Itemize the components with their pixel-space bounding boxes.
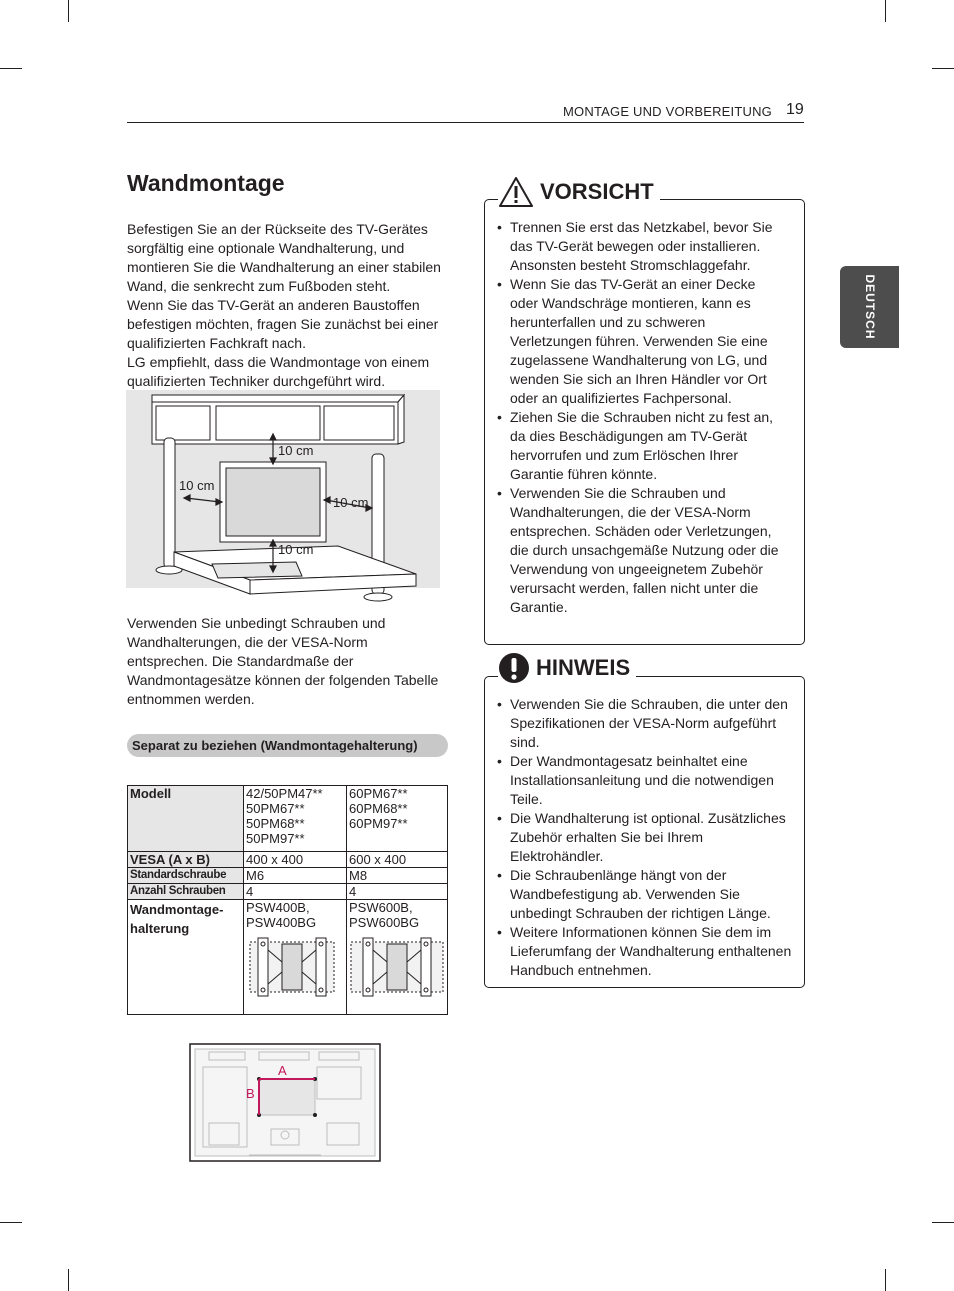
table-row bbox=[128, 852, 448, 868]
intro-paragraph-2: Wenn Sie das TV-Gerät an anderen Baustoffen befestigen möchten, fragen Sie zunächst bei einer qualifizierten Fachkraft nach. bbox=[127, 297, 439, 351]
clearance-bottom-label: 10 cm bbox=[278, 542, 314, 557]
row-label-screw: Standardschraube bbox=[128, 868, 244, 884]
table-row bbox=[128, 900, 448, 1015]
dimension-b-label: B bbox=[246, 1086, 255, 1101]
page-number: 19 bbox=[786, 101, 804, 118]
cell-screw-400: M6 bbox=[244, 868, 347, 884]
list-item: • Der Wandmontagesatz beinhaltet eine Installationsanleitung und die notwendigen Teile. bbox=[484, 752, 796, 809]
vesa-note: Verwenden Sie unbedingt Schrauben und Wandhalterungen, die der VESA-Norm entsprechen. Die Standardmaße der Wandmontagesätze können der folgenden Tabelle entnommen werden. bbox=[127, 615, 439, 707]
list-item: • Ziehen Sie die Schrauben nicht zu fest an, da dies Beschädigungen am TV-Gerät hervorrufen und zum Erlöschen Ihrer Garantie führen könnte. bbox=[484, 408, 784, 484]
page-title: Wandmontage bbox=[127, 170, 285, 196]
intro-paragraph-1: Befestigen Sie an der Rückseite des TV-Gerätes sorgfältig eine optionale Wandhalterung, und montieren Sie die Wandhalterung an einer stabilen Wand, die senkrecht zum Fußboden steht. bbox=[127, 221, 441, 294]
list-item: • Trennen Sie erst das Netzkabel, bevor Sie das TV-Gerät bewegen oder installieren. Ansonsten besteht Stromschlaggefahr. bbox=[484, 218, 784, 275]
clearance-left-label: 10 cm bbox=[179, 478, 215, 493]
crop-mark bbox=[68, 1269, 69, 1291]
separately-sold-label: Separat zu beziehen (Wandmontagehalterung) bbox=[127, 734, 448, 757]
dimension-a-label: A bbox=[278, 1063, 287, 1078]
crop-mark bbox=[0, 1222, 22, 1223]
note-title-text: HINWEIS bbox=[536, 655, 631, 680]
section-header: MONTAGE UND VORBEREITUNG bbox=[563, 104, 772, 119]
list-item: • Verwenden Sie die Schrauben, die unter den Spezifikationen der VESA-Norm aufgeführt sind. bbox=[484, 695, 796, 752]
cell-bracket-400 bbox=[244, 900, 347, 1015]
crop-mark bbox=[885, 1269, 886, 1291]
language-tab bbox=[840, 266, 899, 348]
table-row bbox=[128, 884, 448, 900]
list-item: • Die Wandhalterung ist optional. Zusätzliches Zubehör erhalten Sie bei Ihrem Elektrohändler. bbox=[484, 809, 796, 866]
row-label-screw-count: Anzahl Schrauben bbox=[128, 884, 244, 900]
wall-cabinet bbox=[152, 395, 404, 444]
cell-model-600: 60PM67** 60PM68** 60PM97** bbox=[347, 786, 448, 852]
list-item: • Verwenden Sie die Schrauben und Wandhalterungen, die der VESA-Norm entsprechen. Schäden oder Verletzungen, die durch unsachgemäße Nutzung oder die Verwendung von ungeeignetem Zubehör verursacht werden, fallen nicht unter die Garantie. bbox=[484, 484, 784, 617]
row-label-model: Modell bbox=[128, 786, 244, 852]
cell-vesa-600: 600 x 400 bbox=[347, 852, 448, 868]
crop-mark bbox=[932, 1222, 954, 1223]
note-list bbox=[484, 695, 796, 980]
warning-triangle-icon bbox=[498, 176, 534, 208]
cell-count-600: 4 bbox=[347, 884, 448, 900]
list-item: • Wenn Sie das TV-Gerät an einer Decke oder Wandschräge montieren, kann es herunterfallen und zu schweren Verletzungen führen. Verwenden Sie eine zugelassene Wandhalterung von LG, und wenden Sie sich an Ihren Händler vor Ort oder an qualifiziertes Fachpersonal. bbox=[484, 275, 784, 408]
caution-title bbox=[498, 176, 660, 208]
cell-bracket-600 bbox=[347, 900, 448, 1015]
crop-mark bbox=[932, 68, 954, 69]
wall-mount-illustration bbox=[126, 390, 446, 605]
list-item: • Weitere Informationen können Sie dem im Lieferumfang der Wandhalterung enthaltenen Handbuch entnehmen. bbox=[484, 923, 796, 980]
clearance-top-label: 10 cm bbox=[278, 443, 314, 458]
wall-mount-spec-table bbox=[127, 785, 448, 1015]
caution-title-text: VORSICHT bbox=[540, 179, 654, 204]
note-title bbox=[498, 652, 636, 684]
row-label-bracket: Wandmontage-halterung bbox=[128, 900, 244, 1015]
list-item: • Die Schraubenlänge hängt von der Wandbefestigung ab. Verwenden Sie unbedingt Schrauben der richtigen Länge. bbox=[484, 866, 796, 923]
cell-vesa-400: 400 x 400 bbox=[244, 852, 347, 868]
row-label-vesa: VESA (A x B) bbox=[128, 852, 244, 868]
language-tab-label: DEUTSCH bbox=[862, 274, 877, 340]
caution-list bbox=[484, 218, 784, 617]
cell-count-400: 4 bbox=[244, 884, 347, 900]
crop-mark bbox=[68, 0, 69, 22]
table-row bbox=[128, 786, 448, 852]
intro-paragraph-3: LG empfiehlt, dass die Wandmontage von einem qualifizierten Techniker durchgeführt wird. bbox=[127, 354, 430, 389]
crop-mark bbox=[885, 0, 886, 22]
bracket-name-600: PSW600B, PSW600BG bbox=[349, 900, 420, 930]
clearance-right-label: 10 cm bbox=[333, 495, 369, 510]
cell-screw-600: M8 bbox=[347, 868, 448, 884]
exclamation-note-icon bbox=[498, 652, 530, 684]
cell-model-400: 42/50PM47** 50PM67** 50PM68** 50PM97** bbox=[244, 786, 347, 852]
tv-on-wall bbox=[220, 462, 326, 542]
tv-back-vesa-diagram bbox=[189, 1043, 381, 1162]
wall-bracket-600-image bbox=[349, 934, 445, 1000]
table-row bbox=[128, 868, 448, 884]
bracket-name-400: PSW400B, PSW400BG bbox=[246, 900, 317, 930]
header-rule bbox=[127, 122, 804, 123]
crop-mark bbox=[0, 68, 22, 69]
wall-bracket-400-image bbox=[246, 934, 338, 1000]
